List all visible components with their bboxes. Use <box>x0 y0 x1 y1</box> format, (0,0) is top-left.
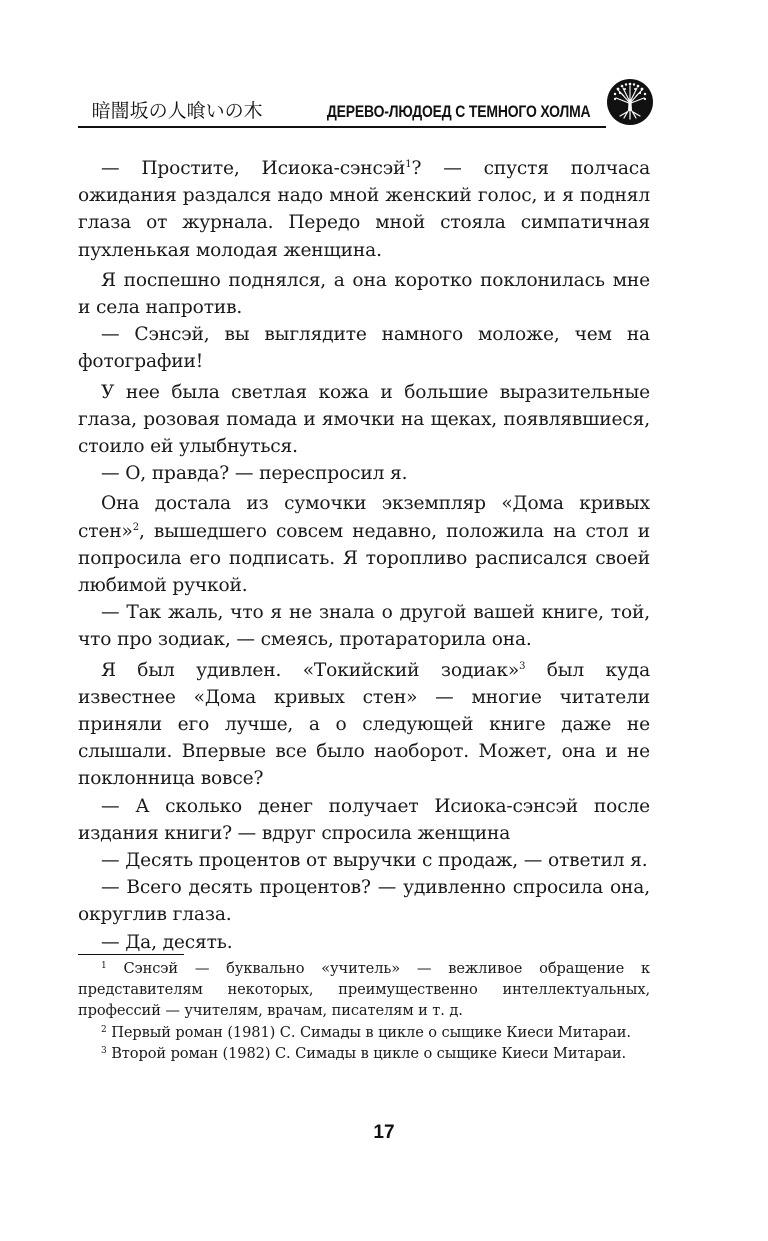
header-rule <box>78 126 606 128</box>
text-run: Я был удивлен. «Токийский зодиак» <box>101 659 520 681</box>
text-run: , вышедшего совсем недавно, положила на стол и попросила его подписать. Я торопливо расписался своей любимой ручкой. <box>78 520 650 597</box>
text-run: ? — спустя полчаса ожидания раздался надо мной женский голос, и я поднял глаза от журнала. Передо мной стояла симпатичная пухленькая молодая женщина. <box>78 158 651 261</box>
text-run: — Простите, Исиока-сэнсэй <box>101 158 406 179</box>
main-text <box>78 155 650 956</box>
paragraph <box>78 490 650 599</box>
footnotes <box>78 958 650 1064</box>
text-run: Она достала из сумочки экземпляр «Дома кривых стен» <box>78 493 650 542</box>
header-title <box>92 102 590 121</box>
footnote-text: Второй роман (1982) С. Симады в цикле о сыщике Киеси Митараи. <box>111 1044 627 1062</box>
footnote-text: Сэнсэй — буквально «учитель» — вежливое обращение к представителям некоторых, преимущественно интеллектуальных, профессий — учителям, врачам, писателям и т. д. <box>78 960 650 1020</box>
text-run: был куда известнее «Дома кривых стен» — многие читатели приняли его лучше, а о следующей книге даже не слышали. Впервые все было наоборот. Может, она и не поклонница вовсе? <box>78 659 651 790</box>
footnote-3 <box>78 1043 650 1064</box>
header-japanese-title: 暗闇坂の人喰いの木 <box>91 100 263 122</box>
paragraph <box>78 155 650 264</box>
footnote-2 <box>78 1022 650 1043</box>
footnote-ref-3: 3 <box>519 660 526 672</box>
paragraph: — Всего десять процентов? — удивленно спросила она, округлив глаза. <box>78 877 650 926</box>
paragraph <box>78 657 650 793</box>
paragraph: У нее была светлая кожа и большие выразительные глаза, розовая помада и ямочки на щеках, появлявшиеся, стоило ей улыбнуться. <box>78 381 650 458</box>
paragraph: — А сколько денег получает Исиока-сэнсэй после издания книги? — вдруг спросила женщина <box>78 795 650 844</box>
page-number: 17 <box>373 1122 395 1143</box>
paragraph: — О, правда? — переспросил я. <box>101 463 408 485</box>
footnote-mark: 2 <box>101 1024 107 1035</box>
footnote-ref-1: 1 <box>405 159 412 170</box>
footnote-1 <box>78 958 650 1022</box>
running-header <box>78 78 650 128</box>
footnote-rule <box>78 954 184 955</box>
tree-circle-logo-icon <box>606 78 654 126</box>
paragraph: — Сэнсэй, вы выглядите намного моложе, чем на фотографии! <box>78 324 650 373</box>
paragraph: Я поспешно поднялся, а она коротко поклонилась мне и села напротив. <box>78 269 650 319</box>
paragraph: — Десять процентов от выручки с продаж, — ответил я. <box>101 850 648 872</box>
paragraph: — Так жаль, что я не знала о другой вашей книге, той, что про зодиак, — смеясь, протараторила она. <box>78 602 650 651</box>
paragraph: — Да, десять. <box>101 931 233 953</box>
footnote-mark: 1 <box>101 961 107 971</box>
footnote-ref-2: 2 <box>132 521 139 533</box>
footnote-text: Первый роман (1981) С. Симады в цикле о сыщике Киеси Митараи. <box>111 1023 631 1041</box>
header-russian-title: ДЕРЕВО-ЛЮДОЕД С ТЕМНОГО ХОЛМА <box>326 102 590 121</box>
footnote-mark: 3 <box>101 1045 107 1056</box>
